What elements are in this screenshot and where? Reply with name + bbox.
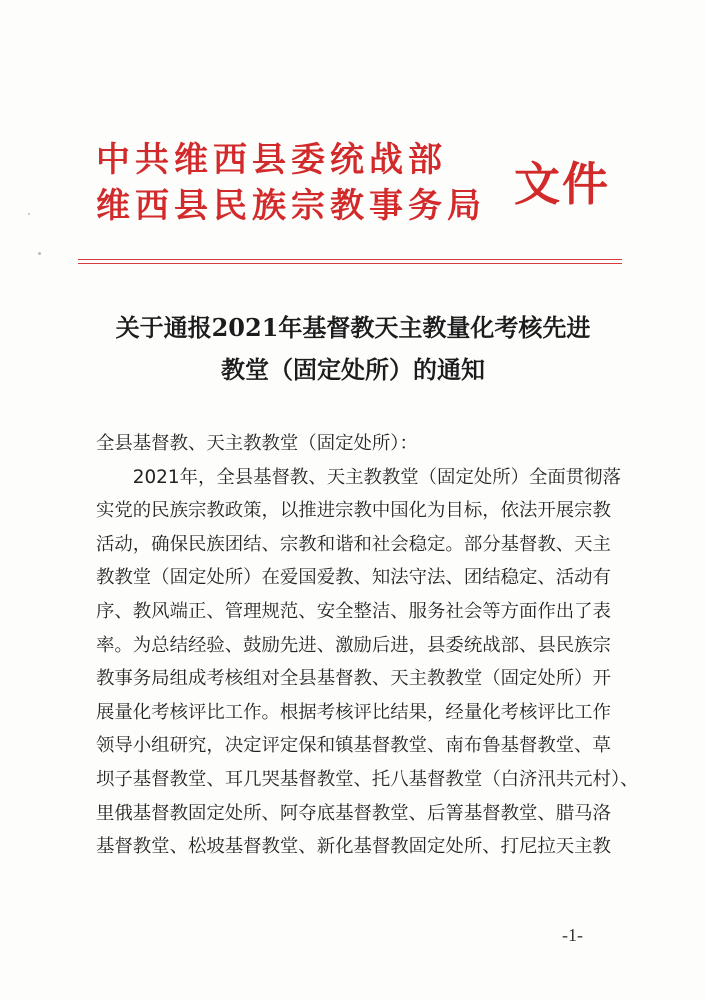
body-line: 率。为总结经验、鼓励先进、激励后进，县委统战部、县民族宗 [96,634,611,656]
body-line: 实党的民族宗教政策，以推进宗教中国化为目标，依法开展宗教 [96,500,611,522]
body-line: 里俄基督教固定处所、阿夺底基督教堂、后箐基督教堂、腊马洛 [96,802,611,824]
title-line-1: 关于通报2021年基督教天主教量化考核先进 [115,313,591,342]
scan-speck [38,252,41,255]
body-line: 展量化考核评比工作。根据考核评比结果，经量化考核评比工作 [96,701,611,723]
salutation: 全县基督教、天主教教堂（固定处所）： [96,433,418,454]
header-divider-top [78,259,622,260]
issuing-org-1: 中共维西县委统战部 [96,140,447,180]
body-line: 活动，确保民族团结、宗教和谐和社会稳定。部分基督教、天主 [96,533,611,555]
issuing-org-2: 维西县民族宗教事务局 [96,186,486,226]
body-line: 教事务局组成考核组对全县基督教、天主教教堂（固定处所）开 [96,668,611,690]
header-divider-bottom [78,263,622,264]
document-body [96,427,639,864]
scan-speck [28,213,30,215]
document-title [70,307,636,391]
body-line: 领导小组研究，决定评定保和镇基督教堂、南布鲁基督教堂、草 [96,735,611,757]
body-line: 坝子基督教堂、耳几哭基督教堂、托八基督教堂（白济汛共元村）、 [96,768,639,790]
body-line: 基督教堂、松坡基督教堂、新化基督教固定处所、打尼拉天主教 [96,836,611,858]
document-header [96,140,636,230]
body-line: 教教堂（固定处所）在爱国爱教、知法守法、团结稳定、活动有 [96,567,611,589]
page-number: -1- [562,925,583,945]
body-line: 序、教风端正、管理规范、安全整洁、服务社会等方面作出了表 [96,600,611,622]
body-line: 2021年，全县基督教、天主教教堂（固定处所）全面贯彻落 [96,466,621,488]
document-label: 文件 [514,157,610,211]
title-line-2: 教堂（固定处所）的通知 [221,355,485,384]
